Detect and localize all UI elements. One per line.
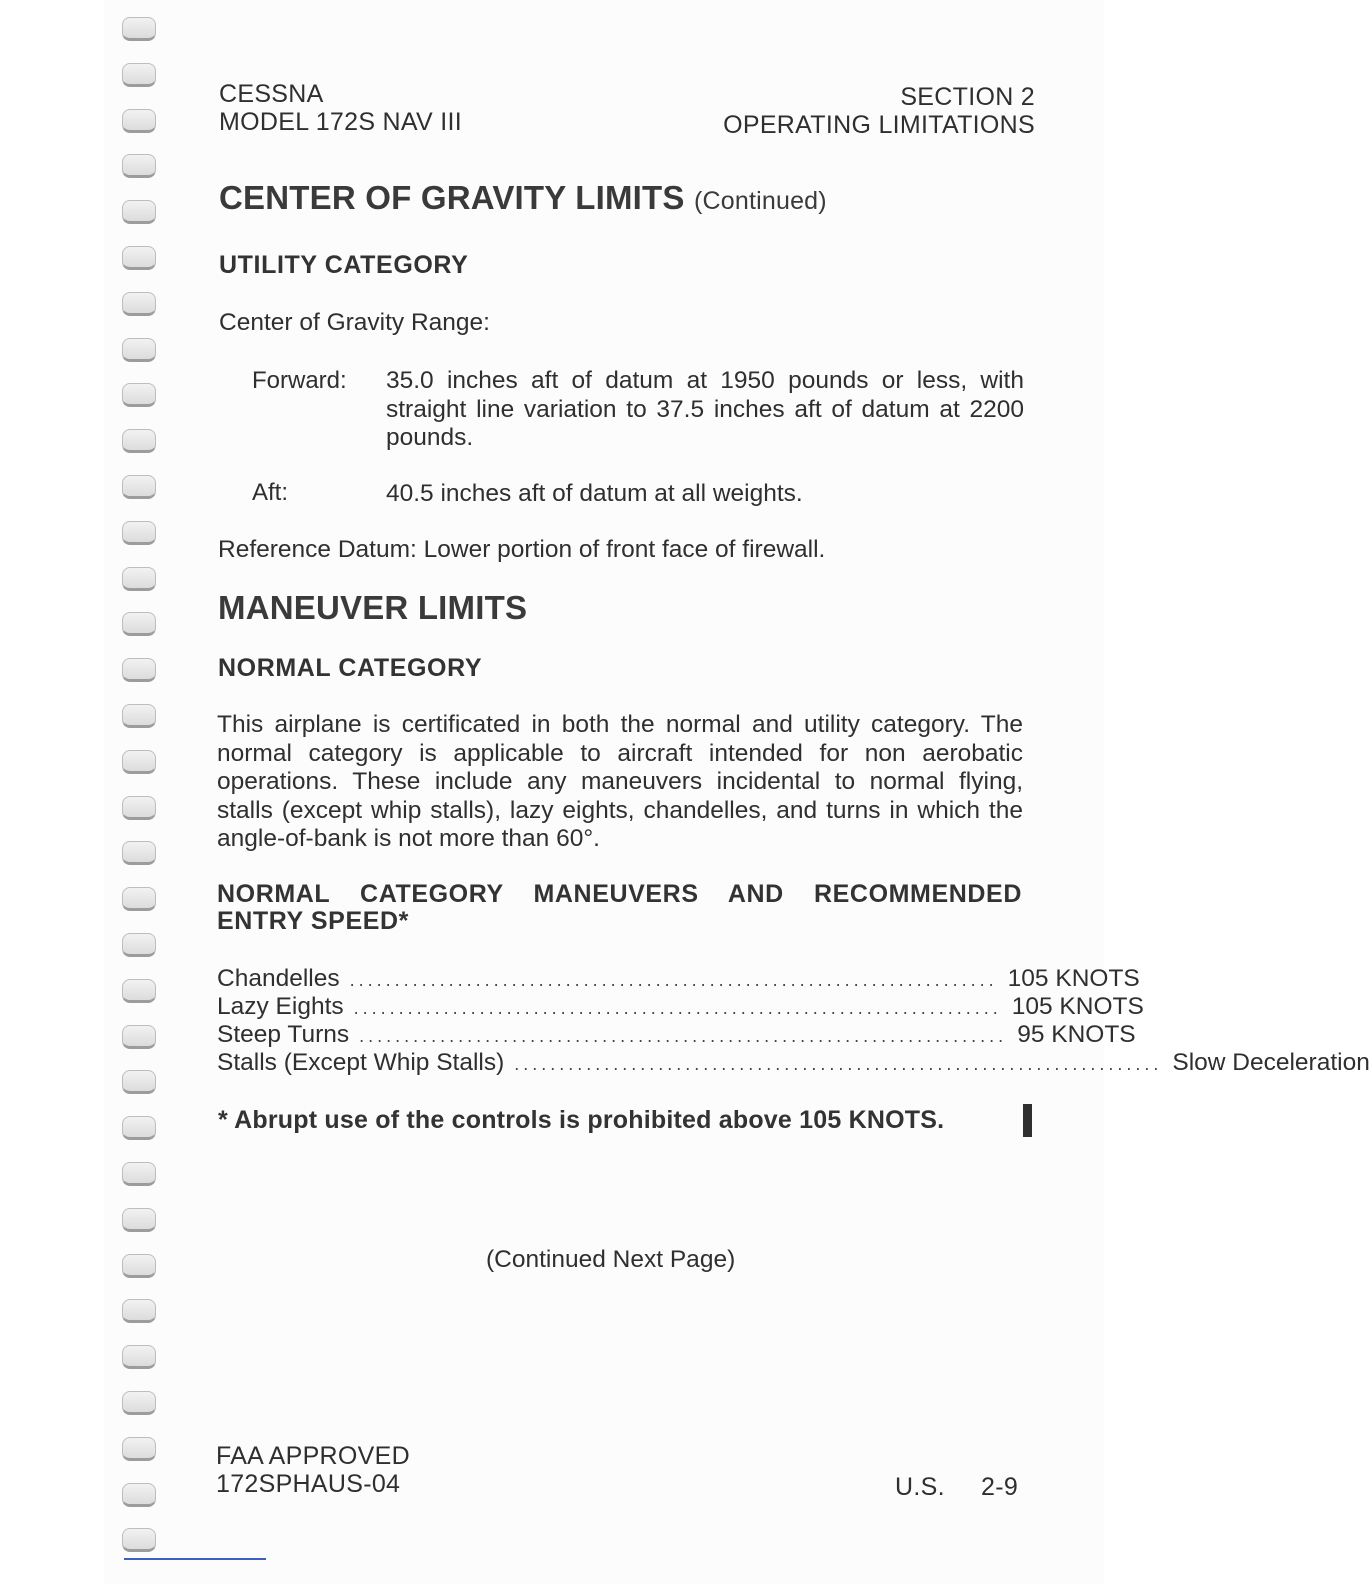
maneuver-name: Chandelles bbox=[217, 965, 340, 992]
footer-left bbox=[216, 1442, 410, 1498]
binding-ring bbox=[122, 292, 156, 316]
change-bar bbox=[1023, 1104, 1032, 1137]
binding-ring bbox=[122, 1162, 156, 1186]
binding-ring bbox=[122, 658, 156, 682]
leader-dots: ........................................................................ bbox=[353, 998, 1002, 1018]
header-right bbox=[723, 83, 1035, 139]
binding-ring bbox=[122, 109, 156, 133]
binding-ring bbox=[122, 338, 156, 362]
binding-ring bbox=[122, 612, 156, 636]
binding-ring bbox=[122, 1483, 156, 1507]
maneuver-speed: Slow Deceleration bbox=[1172, 1049, 1370, 1076]
binding-ring bbox=[122, 1025, 156, 1049]
bottom-edge-rule bbox=[124, 1558, 266, 1560]
cg-limits-title: CENTER OF GRAVITY LIMITS bbox=[219, 179, 685, 216]
header-section-title: OPERATING LIMITATIONS bbox=[723, 111, 1035, 139]
binding-ring bbox=[122, 63, 156, 87]
binding-ring bbox=[122, 1070, 156, 1094]
header-section: SECTION 2 bbox=[900, 83, 1035, 111]
binding-ring bbox=[122, 429, 156, 453]
maneuver-table-title: NORMAL CATEGORY MANEUVERS AND RECOMMENDED ENTRY SPEED* bbox=[217, 880, 1022, 935]
binding-ring bbox=[122, 521, 156, 545]
maneuver-speed: 105 KNOTS bbox=[1007, 965, 1140, 992]
binding-ring bbox=[122, 154, 156, 178]
maneuver-name: Stalls (Except Whip Stalls) bbox=[217, 1049, 505, 1076]
reference-datum: Reference Datum: Lower portion of front face of firewall. bbox=[218, 536, 826, 563]
binding-ring bbox=[122, 704, 156, 728]
abrupt-controls-note: * Abrupt use of the controls is prohibited above 105 KNOTS. bbox=[218, 1106, 945, 1134]
normal-category-paragraph: This airplane is certificated in both the normal and utility category. The normal category is applicable to aircraft intended for non aerobatic operations. These include any maneuvers incidental to normal flying, stalls (except whip stalls), lazy eights, chandelles, and turns in which the angle-of-bank is not more than 60°. bbox=[217, 711, 1023, 852]
footer-region: U.S. bbox=[895, 1473, 945, 1501]
cg-limits-heading bbox=[219, 179, 827, 217]
binding-ring bbox=[122, 979, 156, 1003]
maneuver-name: Lazy Eights bbox=[217, 993, 344, 1020]
aft-label: Aft: bbox=[252, 479, 289, 506]
binding-ring bbox=[122, 1254, 156, 1278]
binding-ring bbox=[122, 1116, 156, 1140]
header-left bbox=[219, 80, 462, 136]
binding-ring bbox=[122, 1345, 156, 1369]
binding-ring bbox=[122, 200, 156, 224]
normal-category-heading: NORMAL CATEGORY bbox=[218, 654, 483, 682]
footer-approval: FAA APPROVED bbox=[216, 1442, 410, 1470]
leader-dots: ........................................................................ bbox=[349, 970, 998, 990]
leader-dots: ........................................................................ bbox=[359, 1026, 1008, 1046]
binding-ring bbox=[122, 17, 156, 41]
aft-text: 40.5 inches aft of datum at all weights. bbox=[386, 480, 803, 507]
binding-ring bbox=[122, 383, 156, 407]
binding-ring bbox=[122, 1437, 156, 1461]
table-row bbox=[217, 1021, 1136, 1049]
table-row bbox=[217, 1049, 1370, 1077]
binding-ring bbox=[122, 933, 156, 957]
footer-doc-number: 172SPHAUS-04 bbox=[216, 1470, 401, 1498]
footer-page-number: 2-9 bbox=[981, 1473, 1019, 1501]
spiral-binding bbox=[118, 0, 164, 1584]
header-manufacturer: CESSNA bbox=[219, 80, 324, 108]
maneuver-speed: 105 KNOTS bbox=[1011, 993, 1144, 1020]
binding-ring bbox=[122, 1299, 156, 1323]
table-row bbox=[217, 965, 1140, 993]
binding-ring bbox=[122, 246, 156, 270]
maneuver-name: Steep Turns bbox=[217, 1021, 350, 1048]
binding-ring bbox=[122, 750, 156, 774]
forward-text: 35.0 inches aft of datum at 1950 pounds or less, with straight line variation to 37.5 inches aft of datum at 2200 pounds. bbox=[386, 367, 1024, 451]
binding-ring bbox=[122, 475, 156, 499]
binding-ring bbox=[122, 796, 156, 820]
table-row bbox=[217, 993, 1144, 1021]
utility-category-heading: UTILITY CATEGORY bbox=[219, 251, 469, 279]
binding-ring bbox=[122, 1208, 156, 1232]
header-model: MODEL 172S NAV III bbox=[219, 108, 462, 136]
maneuver-speed: 95 KNOTS bbox=[1017, 1021, 1136, 1048]
binding-ring bbox=[122, 1528, 156, 1552]
binding-ring bbox=[122, 567, 156, 591]
leader-dots: ........................................................................ bbox=[514, 1054, 1163, 1074]
continued-next-page: (Continued Next Page) bbox=[486, 1246, 736, 1273]
binding-ring bbox=[122, 1391, 156, 1415]
forward-label: Forward: bbox=[252, 367, 347, 394]
cg-range-label: Center of Gravity Range: bbox=[219, 309, 490, 336]
continued-label: (Continued) bbox=[693, 187, 827, 215]
maneuver-limits-title: MANEUVER LIMITS bbox=[218, 589, 528, 626]
binding-ring bbox=[122, 841, 156, 865]
binding-ring bbox=[122, 887, 156, 911]
